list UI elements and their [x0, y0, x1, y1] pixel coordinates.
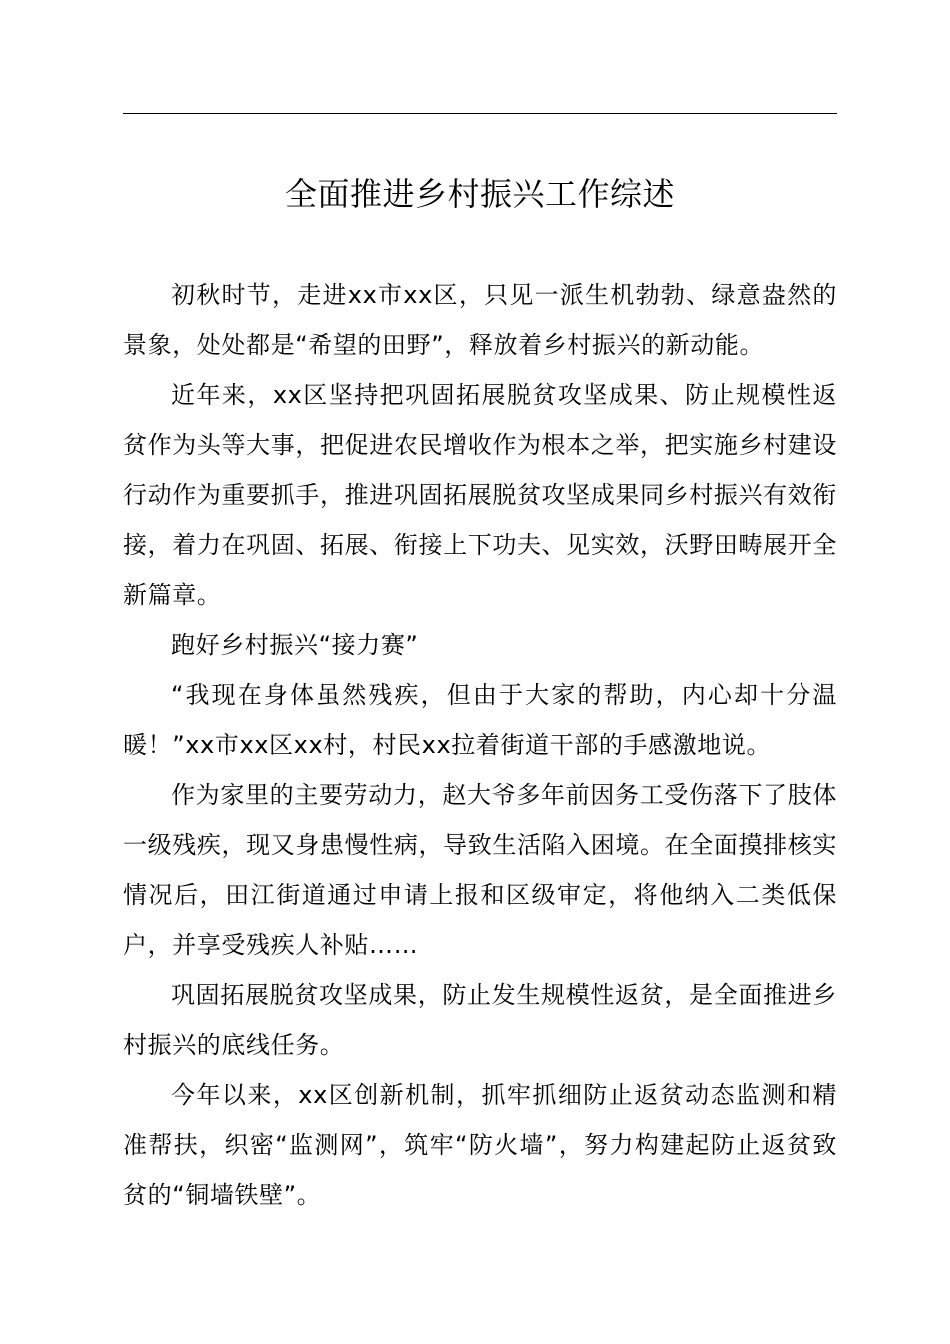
section-heading: 跑好乡村振兴“接力赛” [171, 631, 419, 659]
paragraph-case: 作为家里的主要劳动力，赵大爷多年前因务工受伤落下了肢体一级残疾，现又身患慢性病，导致生活陷入困境。在全面摸排核实情况后，田江街道通过申请上报和区级审定，将他纳入二类低保户，并享受残疾人补贴…… [123, 781, 837, 959]
header-rule [123, 113, 837, 114]
paragraph-overview: 近年来，xx区坚持把巩固拓展脱贫攻坚成果、防止规模性返贫作为头等大事，把促进农民增收作为根本之举，把实施乡村建设行动作为重要抓手，推进巩固拓展脱贫攻坚成果同乡村振兴有效衔接，着力在巩固、拓展、衔接上下功夫、见实效，沃野田畴展开全新篇章。 [123, 381, 837, 609]
document-body [123, 270, 837, 1220]
document-title: 全面推进乡村振兴工作综述 [284, 175, 675, 213]
paragraph-quote: “我现在身体虽然残疾，但由于大家的帮助，内心却十分温暖！”xx市xx区xx村，村民xx拉着街道干部的手感激地说。 [123, 681, 837, 759]
paragraph-task: 巩固拓展脱贫攻坚成果，防止发生规模性返贫，是全面推进乡村振兴的底线任务。 [123, 981, 837, 1059]
paragraph-intro: 初秋时节，走进xx市xx区，只见一派生机勃勃、绿意盎然的景象，处处都是“希望的田野”，释放着乡村振兴的新动能。 [123, 281, 837, 359]
paragraph-mechanism: 今年以来，xx区创新机制，抓牢抓细防止返贫动态监测和精准帮扶，织密“监测网”，筑牢“防火墙”，努力构建起防止返贫致贫的“铜墙铁壁”。 [123, 1081, 837, 1209]
